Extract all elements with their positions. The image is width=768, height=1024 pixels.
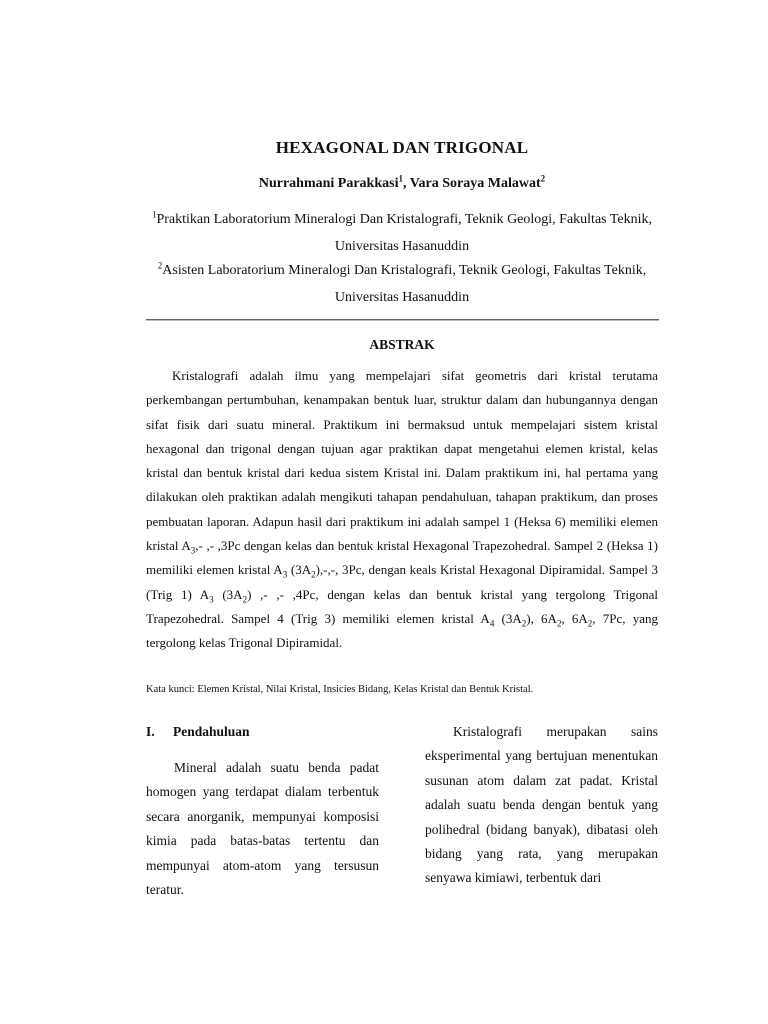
body-paragraph: Kristalografi merupakan sains eksperimental yang bertujuan menentukan susunan atom dalam zat padat. Kristal adalah suatu benda dengan bentuk yang polihedral (bidang banyak), dibatasi oleh bidang yang rata, yang merupakan senyawa kimiawi, terbentuk dari bbox=[425, 724, 658, 886]
abstract-text: ),-,-, 3Pc, dengan keals Kristal Hexagonal Dipiramidal. Sampel 3 (Trig 1) A bbox=[146, 562, 659, 602]
subscript: 3 bbox=[282, 569, 288, 580]
abstract-text: (3A bbox=[494, 610, 522, 626]
abstract-text: (3A bbox=[287, 562, 312, 578]
section-number: I. bbox=[146, 724, 155, 739]
affiliation-mark: 2 bbox=[540, 173, 546, 184]
abstract-text: , 6A bbox=[561, 610, 588, 626]
affiliation bbox=[146, 257, 658, 311]
column-left bbox=[146, 720, 379, 902]
section-title: Pendahuluan bbox=[173, 724, 250, 739]
keywords: Kata kunci: Elemen Kristal, Nilai Kristal, Insicies Bidang, Kelas Kristal dan Bentuk Kristal. bbox=[146, 684, 534, 695]
abstract-text: ), 6A bbox=[526, 610, 557, 626]
author-name: Nurrahmani Parakkasi bbox=[258, 176, 399, 191]
column-right bbox=[425, 720, 658, 891]
affiliation-mark: 2 bbox=[157, 260, 163, 271]
author-separator: , bbox=[402, 176, 410, 191]
affiliation-text: Asisten Laboratorium Mineralogi Dan Kristalografi, Teknik Geologi, Fakultas Teknik, Universitas Hasanuddin bbox=[162, 263, 647, 305]
subscript: 4 bbox=[489, 618, 495, 629]
affiliation-mark: 1 bbox=[151, 209, 157, 220]
divider-line bbox=[146, 319, 659, 321]
abstract-text: (3A bbox=[213, 586, 243, 602]
abstract-text: , 7Pc, yang tergolong kelas Trigonal Dipiramidal. bbox=[146, 610, 658, 651]
section-heading bbox=[146, 720, 379, 744]
subscript: 3 bbox=[190, 545, 196, 556]
abstract-text: ) ,- ,- ,4Pc, dengan kelas dan bentuk kristal yang tergolong Trigonal Trapezohedral. Sampel 4 (Trig 3) memiliki elemen kristal A bbox=[146, 586, 658, 626]
abstract-text: ,- ,- ,3Pc dengan kelas dan bentuk kristal Hexagonal Trapezohedral. Sampel 2 (Heksa 1) memiliki elemen kristal A bbox=[146, 538, 659, 578]
abstract-text: Kristalografi adalah ilmu yang mempelajari sifat geometris dari kristal terutama perkembangan pertumbuhan, kenampakan bentuk luar, struktur dalam dan hubungannya dengan sifat fisik dari suatu mineral. Praktikum ini bermaksud untuk mempelajari sistem kristal hexagonal dan trigonal dengan tujuan agar praktikan dapat mengetahui elemen kristal, kelas kristal dan bentuk kristal dari kedua sistem Kristal ini. Dalam praktikum ini, hal pertama yang dilakukan oleh praktikan adalah mengikuti tahapan pendahuluan, tahapan praktikum, dan proses pembuatan laporan. Adapun hasil dari praktikum ini adalah sampel 1 (Heksa 6) memiliki elemen kristal A bbox=[146, 368, 658, 554]
subscript: 2 bbox=[556, 618, 562, 629]
subscript: 2 bbox=[242, 594, 248, 605]
subscript: 2 bbox=[521, 618, 527, 629]
paper-title: HEXAGONAL DAN TRIGONAL bbox=[275, 138, 529, 157]
spacer bbox=[146, 744, 379, 756]
author-name: Vara Soraya Malawat bbox=[409, 176, 541, 191]
abstract-paragraph bbox=[146, 364, 658, 656]
affiliation-mark: 1 bbox=[398, 173, 403, 184]
subscript: 3 bbox=[209, 594, 214, 605]
affiliation-text: Praktikan Laboratorium Mineralogi Dan Kristalografi, Teknik Geologi, Fakultas Teknik, Universitas Hasanuddin bbox=[156, 212, 653, 254]
abstract-heading: ABSTRAK bbox=[369, 337, 435, 352]
affiliation bbox=[146, 206, 658, 260]
author-line bbox=[0, 173, 768, 192]
subscript: 2 bbox=[311, 569, 316, 580]
subscript: 2 bbox=[587, 618, 593, 629]
body-paragraph: Mineral adalah suatu benda padat homogen yang terdapat dialam terbentuk secara anorganik, mempunyai komposisi kimia pada batas-batas tertentu dan mempunyai atom-atom yang tersusun teratur. bbox=[146, 760, 379, 898]
